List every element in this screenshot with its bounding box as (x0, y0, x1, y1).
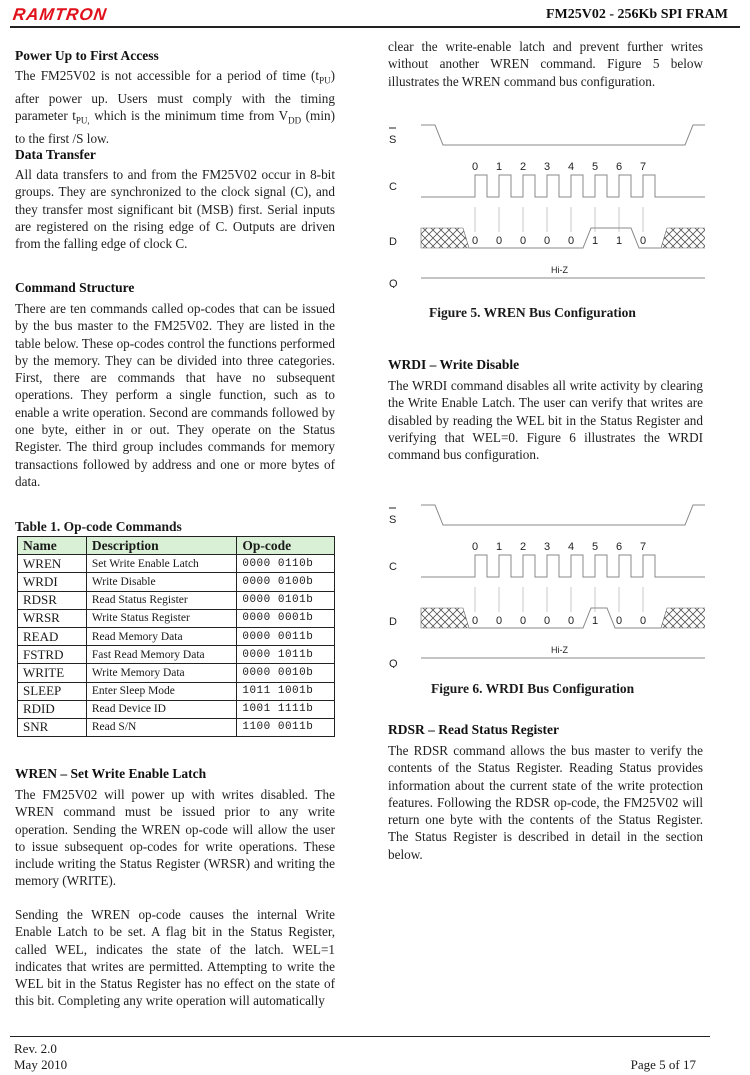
table-row (18, 609, 335, 627)
cell-name: WRITE (18, 664, 87, 682)
fig5-clock-label: 2 (520, 161, 527, 173)
cell-opcode: 0000 0101b (237, 591, 335, 609)
fig6-data-bit: 0 (616, 615, 623, 627)
fig6-data-bit: 0 (640, 615, 647, 627)
fig6-clock-label: 7 (640, 541, 647, 553)
paragraph-wren-continued: clear the write-enable latch and prevent further writes without another WREN command. Figure 5 below illustrates the WREN command bus configuration. (388, 39, 703, 89)
fig6-s-waveform (421, 505, 705, 525)
cell-description: Read Memory Data (86, 627, 236, 645)
page-header (0, 0, 750, 30)
column-header-opcode: Op-code (237, 537, 335, 555)
fig6-clock-label: 5 (592, 541, 599, 553)
heading-power-up: Power Up to First Access (15, 48, 159, 63)
table-row (18, 555, 335, 573)
column-header-description: Description (86, 537, 236, 555)
figure-6-timing-diagram (385, 498, 705, 668)
page-number: Page 5 of 17 (630, 1057, 696, 1072)
cell-name: WRDI (18, 573, 87, 591)
fig5-signal-label-q: Q (389, 278, 398, 288)
cell-name: SNR (18, 718, 87, 736)
cell-opcode: 0000 0001b (237, 609, 335, 627)
paragraph-power-up (15, 67, 335, 147)
fig6-clock-label: 4 (568, 541, 575, 553)
table-row (18, 573, 335, 591)
document-title: FM25V02 - 256Kb SPI FRAM (546, 7, 728, 22)
fig5-clock-label: 7 (640, 161, 647, 173)
fig6-signal-label-c: C (389, 561, 397, 573)
figure-6-caption: Figure 6. WRDI Bus Configuration (431, 681, 635, 696)
table-row (18, 627, 335, 645)
fig6-clock-label: 2 (520, 541, 527, 553)
fig5-signal-label-d: D (389, 236, 397, 248)
fig5-signal-label-s: S (389, 134, 397, 146)
heading-rdsr: RDSR – Read Status Register (388, 722, 559, 737)
fig5-d-dont-care-start (421, 228, 469, 248)
fig6-d-dont-care-start (421, 608, 469, 628)
footer-divider (10, 1036, 710, 1037)
fig6-signal-label-s: S (389, 514, 397, 526)
fig6-clock-label: 0 (472, 541, 479, 553)
cell-opcode: 0000 0011b (237, 627, 335, 645)
cell-name: READ (18, 627, 87, 645)
cell-description: Read Status Register (86, 591, 236, 609)
cell-description: Read Device ID (86, 700, 236, 718)
table-row (18, 591, 335, 609)
fig6-data-bit: 0 (472, 615, 479, 627)
table-header-row (18, 537, 335, 555)
date-label: May 2010 (14, 1057, 68, 1072)
fig5-data-bit: 1 (592, 235, 599, 247)
fig6-clock-label: 6 (616, 541, 623, 553)
heading-data-transfer: Data Transfer (15, 147, 96, 162)
table-row (18, 700, 335, 718)
fig5-data-bit: 0 (520, 235, 527, 247)
cell-opcode: 0000 1011b (237, 646, 335, 664)
fig5-clock-label: 1 (496, 161, 503, 173)
cell-description: Enter Sleep Mode (86, 682, 236, 700)
cell-opcode: 1100 0011b (237, 718, 335, 736)
fig5-q-hiz-label: Hi-Z (551, 265, 568, 275)
fig6-d-dont-care-end (661, 608, 705, 628)
cell-opcode: 0000 0100b (237, 573, 335, 591)
table-row (18, 682, 335, 700)
revision-label: Rev. 2.0 (14, 1041, 57, 1056)
cell-name: RDID (18, 700, 87, 718)
fig5-data-bit: 0 (568, 235, 575, 247)
heading-command-structure: Command Structure (15, 280, 135, 295)
fig5-data-bit: 0 (496, 235, 503, 247)
text-run: The FM25V02 is not accessible for a period of time (t (15, 68, 320, 83)
fig5-signal-label-c: C (389, 181, 397, 193)
cell-description: Write Disable (86, 573, 236, 591)
cell-description: Fast Read Memory Data (86, 646, 236, 664)
paragraph-wren-2: Sending the WREN op-code causes the internal Write Enable Latch to be set. A flag bit in the Status Register, called WEL, indicates the state of the latch. WEL=1 indicates that writes are permitted. Attempting to write the WEL bit in the Status Register has no effect on the state of this bit. Completing any write operation will automatically (15, 907, 335, 1009)
cell-description: Write Status Register (86, 609, 236, 627)
fig5-data-bit: 0 (472, 235, 479, 247)
paragraph-command-structure: There are ten commands called op-codes that can be issued by the bus master to the FM25V02. They are listed in the table below. These op-codes control the functions performed by the memory. They can be divided into three categories. First, there are commands that have no subsequent operations. They perform a single function, such as to enable a write operation. Second are commands followed by one byte, either in or out. They operate on the Status Register. The third group includes commands for memory transactions followed by address and one or more bytes of data. (15, 301, 335, 489)
cell-opcode: 1011 1001b (237, 682, 335, 700)
table-row (18, 646, 335, 664)
fig6-c-waveform (421, 555, 705, 577)
heading-wrdi: WRDI – Write Disable (388, 357, 520, 372)
fig6-signal-label-q: Q (389, 658, 398, 668)
table-row (18, 718, 335, 736)
cell-description: Read S/N (86, 718, 236, 736)
fig6-data-bit: 1 (592, 615, 599, 627)
paragraph-wren-1: The FM25V02 will power up with writes disabled. The WREN command must be issued prior to any write operation. Sending the WREN op-code will allow the user to issue subsequent op-codes for write operations. These include writing the Status Register (WRSR) and writing the memory (WRITE). (15, 787, 335, 889)
paragraph-wrdi: The WRDI command disables all write activity by clearing the Write Enable Latch. The user can verify that writes are disabled by reading the WEL bit in the Status Register and verifying that WEL=0. Figure 6 illustrates the WRDI command bus configuration. (388, 378, 703, 463)
figure-5-caption: Figure 5. WREN Bus Configuration (429, 305, 636, 320)
fig5-s-waveform (421, 125, 705, 145)
paragraph-rdsr: The RDSR command allows the bus master to verify the contents of the Status Register. Reading Status provides information about the current state of the write protection features. Following the RDSR op-code, the FM25V02 will return one byte with the contents of the Status Register. The Status Register is described in detail in the section below. (388, 743, 703, 862)
fig5-clock-label: 6 (616, 161, 623, 173)
cell-description: Set Write Enable Latch (86, 555, 236, 573)
cell-name: RDSR (18, 591, 87, 609)
cell-description: Write Memory Data (86, 664, 236, 682)
text-run: (min) to the first /S low. (15, 108, 335, 147)
header-divider (10, 26, 740, 28)
fig5-c-waveform (421, 175, 705, 197)
fig5-clock-label: 4 (568, 161, 575, 173)
fig6-clock-label: 1 (496, 541, 503, 553)
fig6-q-hiz-label: Hi-Z (551, 645, 568, 655)
fig5-clock-label: 0 (472, 161, 479, 173)
subscript: DD (288, 115, 302, 126)
subscript: PU (319, 75, 331, 86)
fig5-clock-label: 3 (544, 161, 551, 173)
column-header-name: Name (18, 537, 87, 555)
paragraph-data-transfer: All data transfers to and from the FM25V02 occur in 8-bit groups. They are synchronized to the clock signal (C), and they transfer most significant bit (MSB) first. Serial inputs are registered on the rising edge of C. Outputs are driven from the falling edge of clock C. (15, 167, 335, 252)
fig5-data-bit: 1 (616, 235, 623, 247)
text-run: which is the minimum time from V (89, 108, 289, 124)
fig5-data-bit: 0 (640, 235, 647, 247)
footer-revision-block (14, 1041, 67, 1073)
cell-name: WRSR (18, 609, 87, 627)
cell-name: FSTRD (18, 646, 87, 664)
fig6-signal-label-d: D (389, 616, 397, 628)
cell-opcode: 1001 1111b (237, 700, 335, 718)
table-row (18, 664, 335, 682)
figure-5-timing-diagram (385, 118, 705, 288)
fig6-clock-label: 3 (544, 541, 551, 553)
cell-opcode: 0000 0010b (237, 664, 335, 682)
table-caption: Table 1. Op-code Commands (15, 519, 182, 534)
fig6-data-bit: 0 (544, 615, 551, 627)
cell-name: SLEEP (18, 682, 87, 700)
subscript: PU, (75, 115, 90, 126)
fig6-data-bit: 0 (520, 615, 527, 627)
fig6-data-bit: 0 (568, 615, 575, 627)
fig5-data-bit: 0 (544, 235, 551, 247)
opcode-table (17, 536, 335, 737)
cell-opcode: 0000 0110b (237, 555, 335, 573)
cell-name: WREN (18, 555, 87, 573)
text-run: ) after power up. Users must comply with the timing parameter t (15, 68, 335, 124)
fig5-clock-label: 5 (592, 161, 599, 173)
ramtron-logo: RAMTRON (11, 5, 109, 24)
fig6-data-bit: 0 (496, 615, 503, 627)
fig5-d-dont-care-end (661, 228, 705, 248)
heading-wren: WREN – Set Write Enable Latch (15, 766, 207, 781)
